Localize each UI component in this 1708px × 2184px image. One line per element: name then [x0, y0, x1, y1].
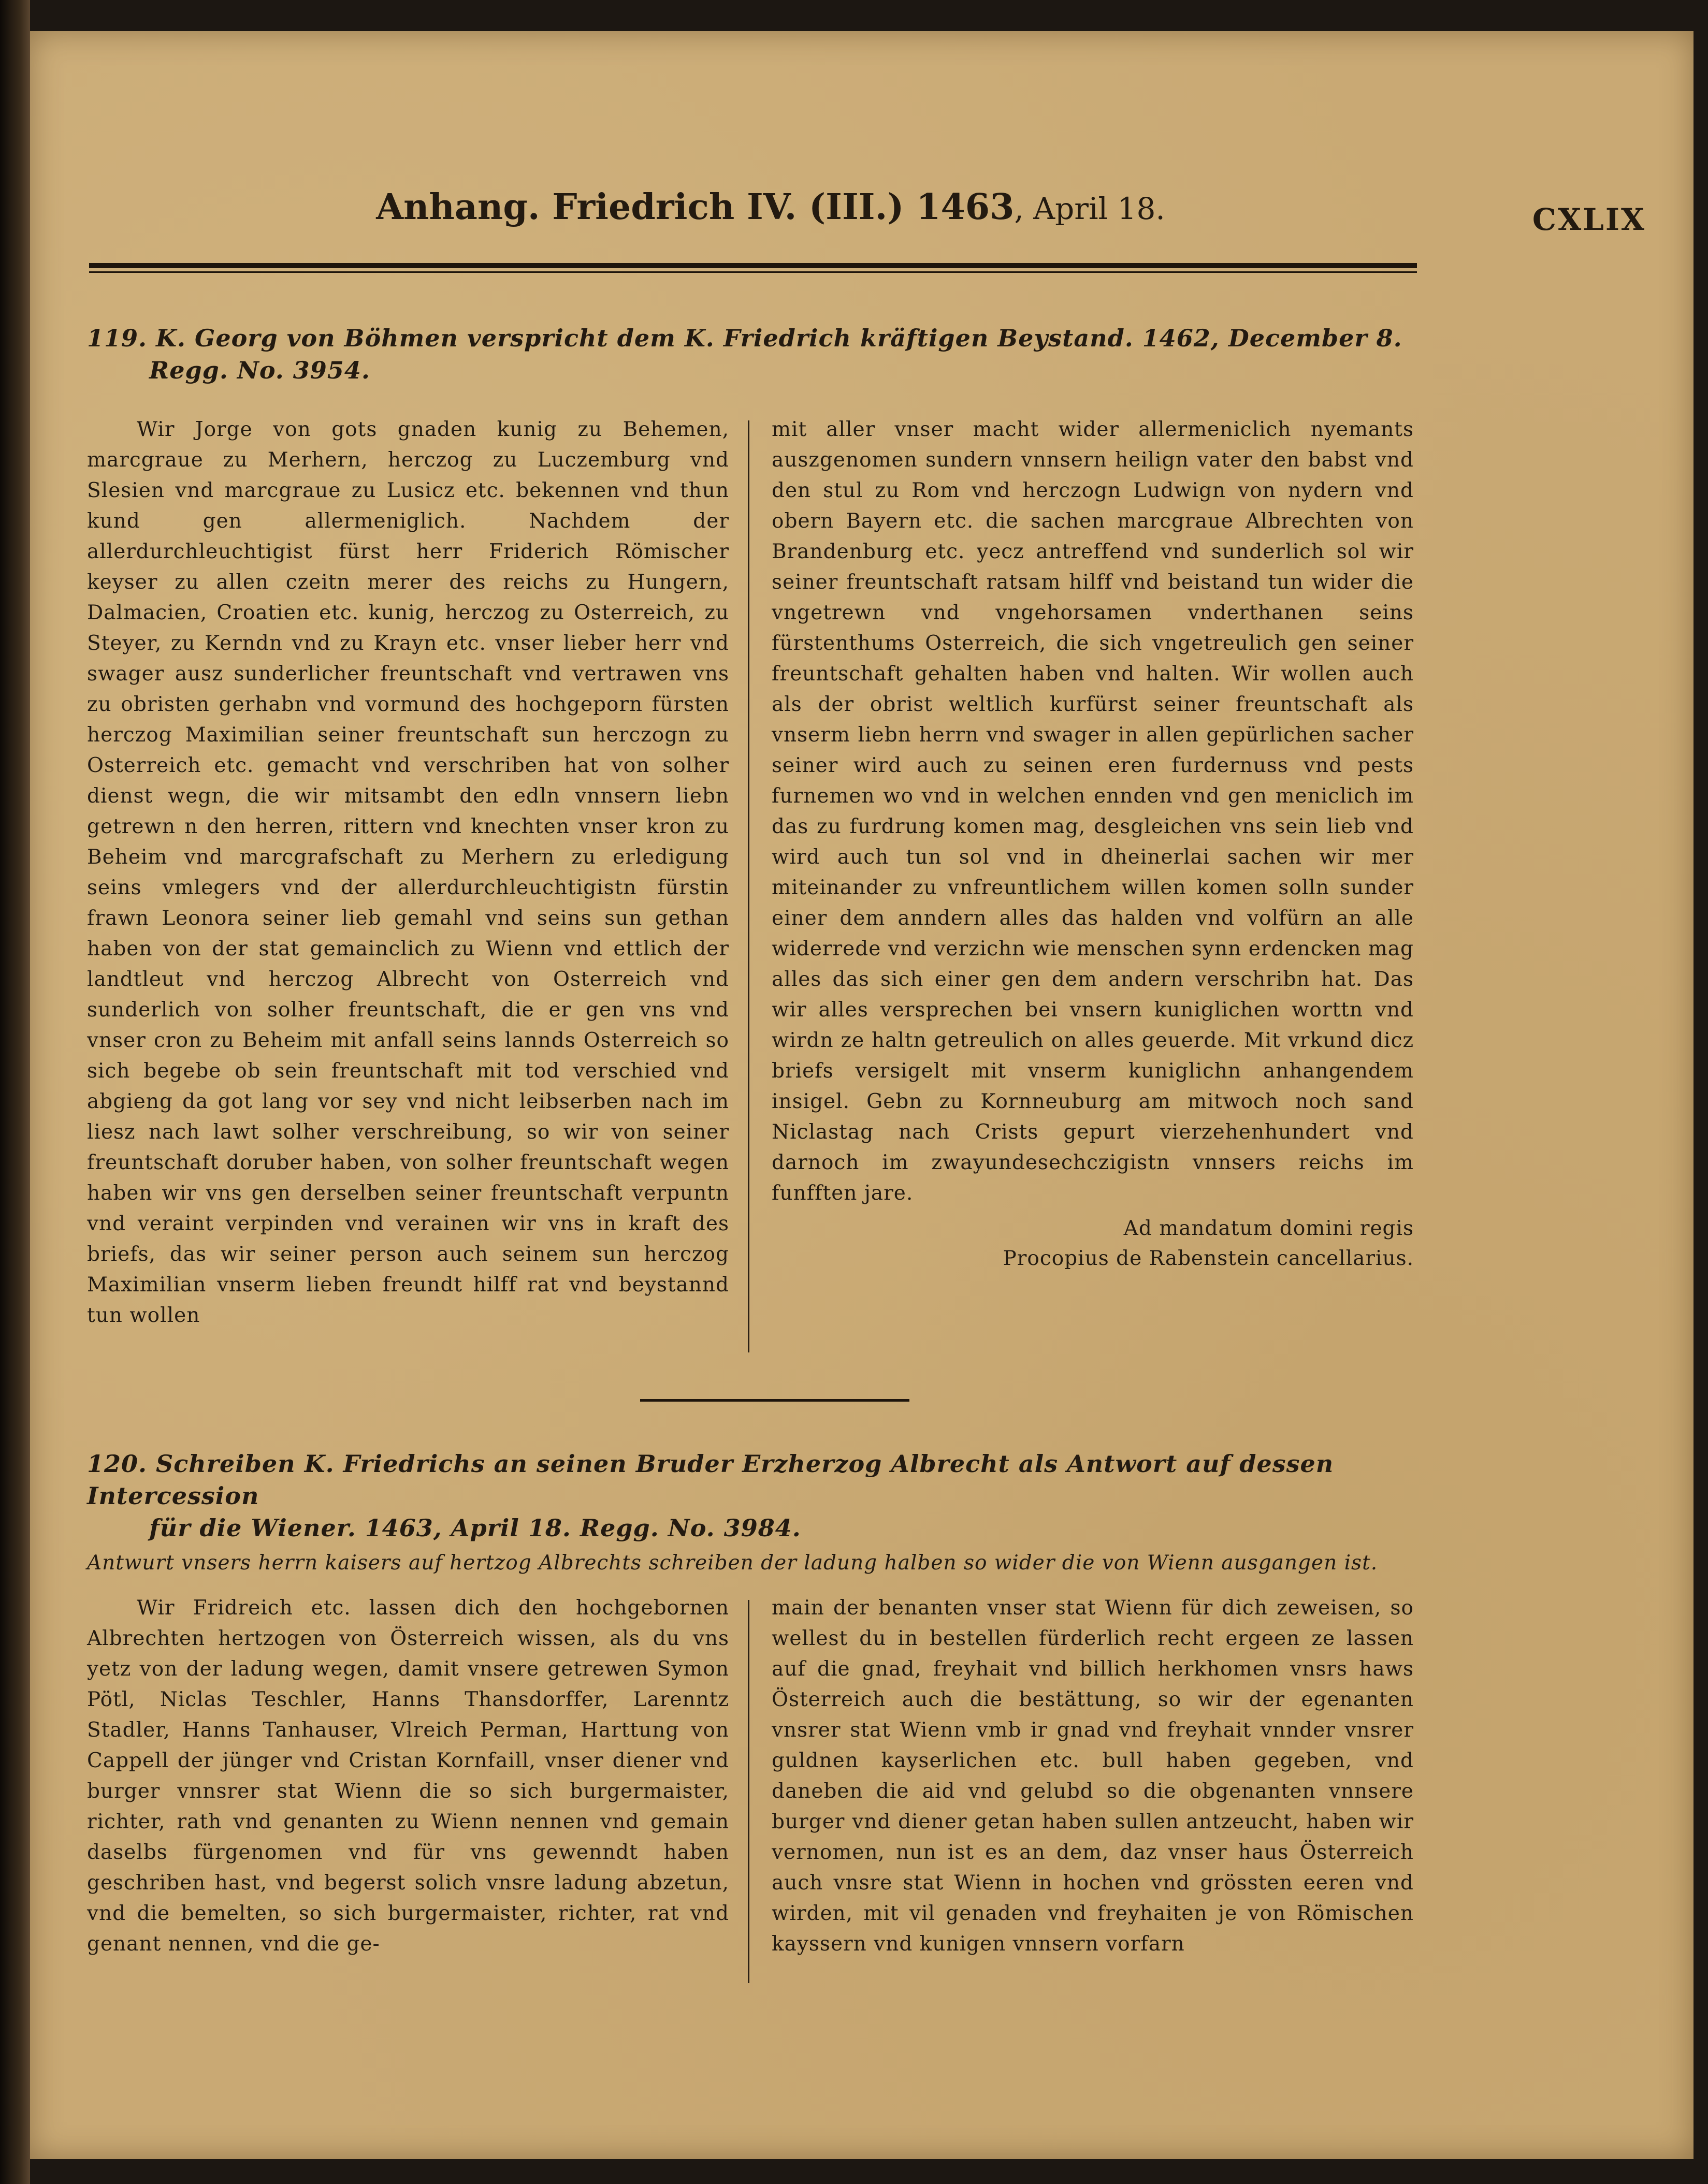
entry-119-right-column [772, 414, 1414, 1274]
document-page [30, 31, 1693, 2159]
entry-120-title [87, 1448, 1423, 1544]
entry-120-left-column [87, 1593, 729, 1959]
column-divider [748, 420, 749, 1352]
entry-119-title [87, 322, 1423, 386]
entry-119-left-text: Wir Jorge von gots gnaden kunig zu Behemen, marcgraue zu Merhern, herczog zu Luczemburg vnd Slesien vnd marcgraue zu Lusicz etc. bekennen vnd thun kund gen allermeniglich. Nachdem der allerdurchleuchtigist fürst herr Friderich Römischer keyser zu allen czeitn merer des reichs zu Hungern, Dalmacien, Croatien etc. kunig, herczog zu Osterreich, zu Steyer, zu Kerndn vnd zu Krayn etc. vnser lieber herr vnd swager ausz sunderlicher freuntschaft vnd vertrawen vns zu obristen gerhabn vnd vormund des hochgeporn fürsten herczog Maximilian seiner freuntschaft sun herczogn zu Osterreich etc. gemacht vnd verschriben hat von solher dienst wegn, die wir mitsambt den edln vnnsern liebn getrewn n den herren, rittern vnd knechten vnser kron zu Beheim vnd marcgrafschaft zu Merhern zu erledigung seins vmlegers vnd der allerdurchleuchtigistn fürstin frawn Leonora seiner lieb gemahl vnd seins sun gethan haben von der stat gemainclich zu Wienn vnd ettlich der landtleut vnd herczog Albrecht von Osterreich vnd sunderlich von solher freuntschaft, die er gen vns vnd vnser cron zu Beheim mit anfall seins lannds Osterreich so sich begebe ob sein freuntschaft mit tod verschied vnd abgieng da got lang vor sey vnd nicht leibserben nach im liesz nach lawt solher verschreibung, so wir von seiner freuntschaft doruber haben, von solher freuntschaft wegen haben wir vns gen derselben seiner freuntschaft verpuntn vnd veraint verpinden vnd verainen wir vns in kraft des briefs, das wir seiner person auch seinem sun herczog Maximilian vnserm lieben freundt hilff rat vnd beystannd tun wollen [87, 418, 729, 1327]
running-header [92, 186, 1449, 264]
entry-120-title-line1: 120. Schreiben K. Friedrichs an seinen Bruder Erzherzog Albrecht als Antwort auf dessen Intercession [87, 1450, 1334, 1510]
entry-120-right-column [772, 1593, 1414, 1959]
entry-119-left-column [87, 414, 729, 1331]
entry-119-right-text: mit aller vnser macht wider allermeniclich nyemants auszgenomen sundern vnnsern heilign vater den babst vnd den stul zu Rom vnd herczogn Ludwign von nydern vnd obern Bayern etc. die sachen marcgraue Albrechten von Brandenburg etc. yecz antreffend vnd sunderlich sol wir seiner freuntschaft ratsam hilff vnd beistand tun wider die vngetrewn vnd vngehorsamen vnderthanen seins fürstenthums Osterreich, die sich vngetreulich gen seiner freuntschaft gehalten haben vnd halten. Wir wollen auch als der obrist weltlich kurfürst seiner freuntschaft als vnserm liebn herrn vnd swager in allen gepürlichen sacher seiner wird auch zu seinen eren furdernuss vnd pests furnemen wo vnd in welchen ennden vnd gen meniclich im das zu furdrung komen mag, desgleichen vns sein lieb vnd wird auch tun sol vnd in dheinerlai sachen wir mer miteinander zu vnfreuntlichem willen komen solln sunder einer dem anndern alles das halden vnd volfürn an alle widerrede vnd verzichn wie menschen synn erdencken mag alles das sich einer gen dem andern verschribn hat. Das wir alles versprechen bei vnsern kuniglichen worttn vnd wirdn ze haltn getreulich on alles geuerde. Mit vrkund dicz briefs versigelt mit vnserm kuniglichn anhangendem insigel. Gebn zu Kornneuburg am mitwoch noch sand Niclastag nach Crists gepurt vierzehenhundert vnd darnoch im zwayundesechczigistn vnnsers reichs im funfften jare. [772, 418, 1414, 1205]
header-date: , April 18. [1014, 191, 1165, 226]
header-rule-thin [89, 271, 1417, 273]
header-rule [89, 263, 1417, 268]
book-spine [0, 0, 30, 2184]
entry-120-subtitle: Antwurt vnsers herrn kaisers auf hertzog Albrechts schreiben der ladung halben so wider die von Wienn ausgangen ist. [87, 1551, 1378, 1575]
signature-line-1: Ad mandatum domini regis [1123, 1217, 1414, 1240]
entry-119-title-line2: Regg. No. 3954. [149, 356, 370, 384]
page-number: CXLIX [1532, 202, 1646, 237]
entry-120-title-line2: für die Wiener. 1463, April 18. Regg. No. 3984. [149, 1514, 801, 1542]
entry-119-signature [772, 1214, 1414, 1274]
section-separator [640, 1399, 909, 1402]
entry-120-left-text: Wir Fridreich etc. lassen dich den hochgebornen Albrechten hertzogen von Österreich wissen, als du vns yetz von der ladung wegen, damit vnsere getrewen Symon Pötl, Niclas Teschler, Hanns Thansdorffer, Larenntz Stadler, Hanns Tanhauser, Vlreich Perman, Harttung von Cappell der jünger vnd Cristan Kornfaill, vnser diener vnd burger vnnsrer stat Wienn die so sich burgermaister, richter, rath vnd genanten zu Wienn nennen vnd gemain daselbs fürgenomen vnd für vns gewenndt haben geschriben hast, vnd begerst solich vnsre ladung abzetun, vnd die bemelten, so sich burgermaister, richter, rat vnd genant nennen, vnd die ge- [87, 1596, 729, 1956]
header-title: Anhang. Friedrich IV. (III.) 1463 [376, 186, 1015, 228]
entry-119-title-line1: 119. K. Georg von Böhmen verspricht dem K. Friedrich kräftigen Beystand. 1462, December 8. [87, 324, 1402, 352]
signature-line-2: Procopius de Rabenstein cancellarius. [1003, 1247, 1414, 1270]
column-divider-2 [748, 1600, 749, 1983]
entry-120-right-text: main der benanten vnser stat Wienn für dich zeweisen, so wellest du in bestellen fürderlich recht ergeen ze lassen auf die gnad, freyhait vnd billich herkhomen vnsrs haws Österreich auch die bestättung, so wir der egenanten vnsrer stat Wienn vmb ir gnad vnd freyhait vnnder vnsrer guldnen kayserlichen etc. bull haben gegeben, vnd daneben die aid vnd gelubd so die obgenanten vnnsere burger vnd diener getan haben sullen antzeucht, haben wir vernomen, nun ist es an dem, daz vnser haus Österreich auch vnsre stat Wienn in hochen vnd grössten eeren vnd wirden, mit vil genaden vnd freyhaiten je von Römischen kayssern vnd kunigen vnnsern vorfarn [772, 1596, 1414, 1956]
